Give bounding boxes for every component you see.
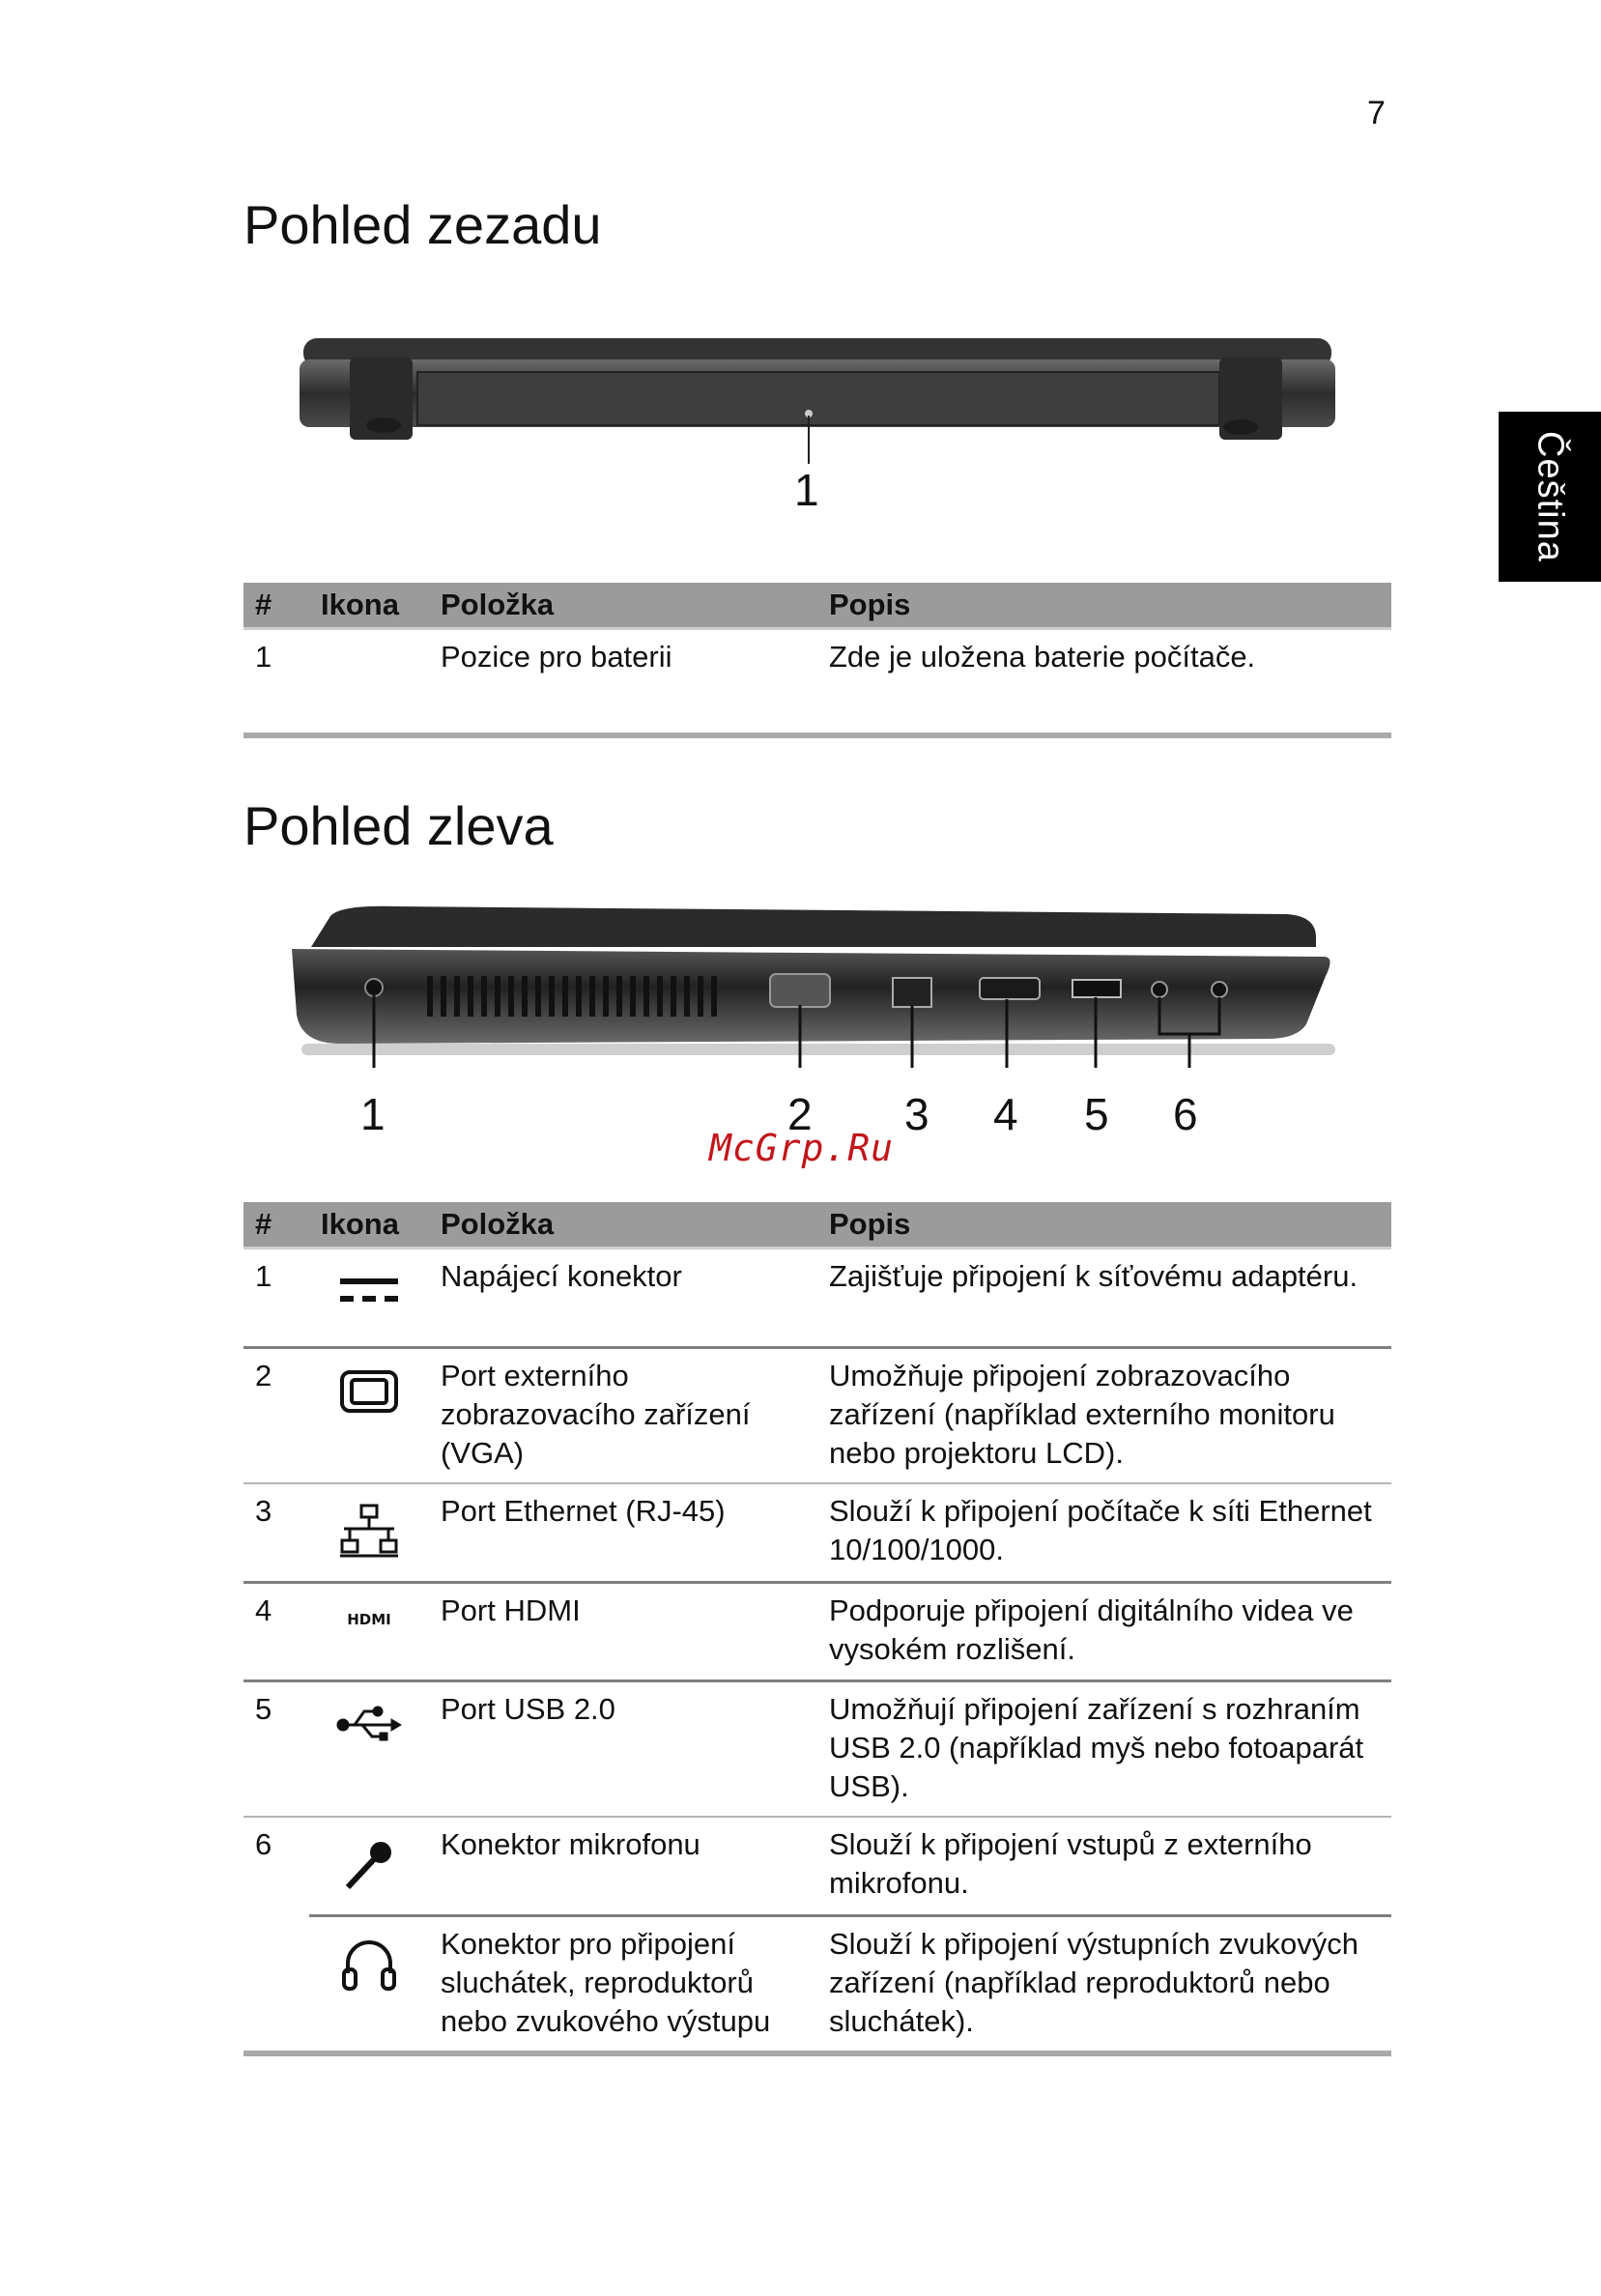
left-callout-2: 2 bbox=[787, 1089, 813, 1139]
table-row bbox=[243, 1348, 1391, 1484]
left-view-figure bbox=[243, 899, 1393, 1092]
row-icon bbox=[309, 1582, 429, 1680]
row-item: Konektor pro připojení sluchátek, reproduktorů nebo zvukového výstupu bbox=[429, 1916, 817, 2054]
row-icon bbox=[309, 1916, 429, 2054]
row-item: Port HDMI bbox=[429, 1582, 817, 1680]
row-description: Slouží k připojení výstupních zvukových zařízení (například reproduktorů nebo sluchátek). bbox=[817, 1916, 1391, 2054]
left-callout-1: 1 bbox=[360, 1089, 386, 1139]
table-row bbox=[243, 1817, 1391, 1916]
row-icon bbox=[309, 1817, 429, 1916]
row-icon bbox=[309, 1483, 429, 1582]
left-view-table bbox=[243, 1202, 1391, 2056]
laptop-left-illustration bbox=[243, 899, 1393, 1092]
row-number: 3 bbox=[243, 1483, 309, 1582]
table-row bbox=[243, 1248, 1391, 1348]
table-row bbox=[243, 1483, 1391, 1582]
header-icon: Ikona bbox=[309, 583, 429, 629]
table-header-row bbox=[243, 583, 1391, 629]
row-item: Port externího zobrazovacího zařízení (VGA) bbox=[429, 1348, 817, 1484]
row-item: Port USB 2.0 bbox=[429, 1680, 817, 1817]
row-description: Slouží k připojení vstupů z externího mikrofonu. bbox=[817, 1817, 1391, 1916]
row-icon bbox=[309, 1348, 429, 1484]
dc-power-icon bbox=[338, 1269, 400, 1311]
row-icon bbox=[309, 629, 429, 735]
header-number: # bbox=[243, 583, 309, 629]
table-row bbox=[243, 1582, 1391, 1680]
left-callout-6: 6 bbox=[1173, 1089, 1198, 1139]
ethernet-network-icon bbox=[338, 1504, 400, 1558]
watermark: McGrp.Ru bbox=[709, 1127, 895, 1169]
row-number: 6 bbox=[255, 1826, 272, 1861]
row-description: Zde je uložena baterie počítače. bbox=[817, 629, 1391, 735]
rear-view-table bbox=[243, 583, 1391, 738]
left-callout-5: 5 bbox=[1084, 1089, 1109, 1139]
row-description: Slouží k připojení počítače k síti Ethernet 10/100/1000. bbox=[817, 1483, 1391, 1582]
microphone-icon bbox=[340, 1837, 398, 1895]
row-description: Umožňují připojení zařízení s rozhraním USB 2.0 (například myš nebo fotoaparát USB). bbox=[817, 1680, 1391, 1817]
row-number: 1 bbox=[243, 629, 309, 735]
table-header-row bbox=[243, 1202, 1391, 1248]
row-number: 2 bbox=[243, 1348, 309, 1484]
row-icon bbox=[309, 1248, 429, 1348]
svg-text:HDMI: HDMI bbox=[347, 1610, 391, 1628]
rear-callout-1: 1 bbox=[794, 465, 819, 515]
table-row bbox=[243, 1916, 1391, 2054]
row-item: Port Ethernet (RJ-45) bbox=[429, 1483, 817, 1582]
usb-icon bbox=[335, 1702, 403, 1744]
table-row bbox=[243, 1680, 1391, 1817]
header-description: Popis bbox=[817, 583, 1391, 629]
row-description: Podporuje připojení digitálního videa ve vysokém rozlišení. bbox=[817, 1582, 1391, 1680]
row-number bbox=[243, 1916, 309, 2054]
vga-monitor-icon bbox=[338, 1368, 400, 1415]
row-description: Umožňuje připojení zobrazovacího zařízení (například externího monitoru nebo projektoru LCD). bbox=[817, 1348, 1391, 1484]
header-item: Položka bbox=[429, 1202, 817, 1248]
row-number: 5 bbox=[243, 1680, 309, 1817]
hdmi-logo-icon bbox=[335, 1603, 403, 1632]
language-tab-label: Čeština bbox=[1530, 431, 1571, 562]
language-tab bbox=[1499, 412, 1601, 582]
row-item: Pozice pro baterii bbox=[429, 629, 817, 735]
rear-view-title: Pohled zezadu bbox=[243, 194, 602, 255]
header-icon: Ikona bbox=[309, 1202, 429, 1248]
headphones-icon bbox=[340, 1937, 398, 1995]
row-icon bbox=[309, 1680, 429, 1817]
row-item: Konektor mikrofonu bbox=[429, 1817, 817, 1916]
header-number: # bbox=[243, 1202, 309, 1248]
row-description: Zajišťuje připojení k síťovému adaptéru. bbox=[817, 1248, 1391, 1348]
header-description: Popis bbox=[817, 1202, 1391, 1248]
left-view-title: Pohled zleva bbox=[243, 795, 554, 856]
left-callout-4: 4 bbox=[993, 1089, 1018, 1139]
page-number: 7 bbox=[1367, 95, 1386, 131]
left-callout-3: 3 bbox=[904, 1089, 929, 1139]
row-number: 1 bbox=[243, 1248, 309, 1348]
header-item: Položka bbox=[429, 583, 817, 629]
row-item: Napájecí konektor bbox=[429, 1248, 817, 1348]
table-row bbox=[243, 629, 1391, 735]
row-number: 4 bbox=[243, 1582, 309, 1680]
